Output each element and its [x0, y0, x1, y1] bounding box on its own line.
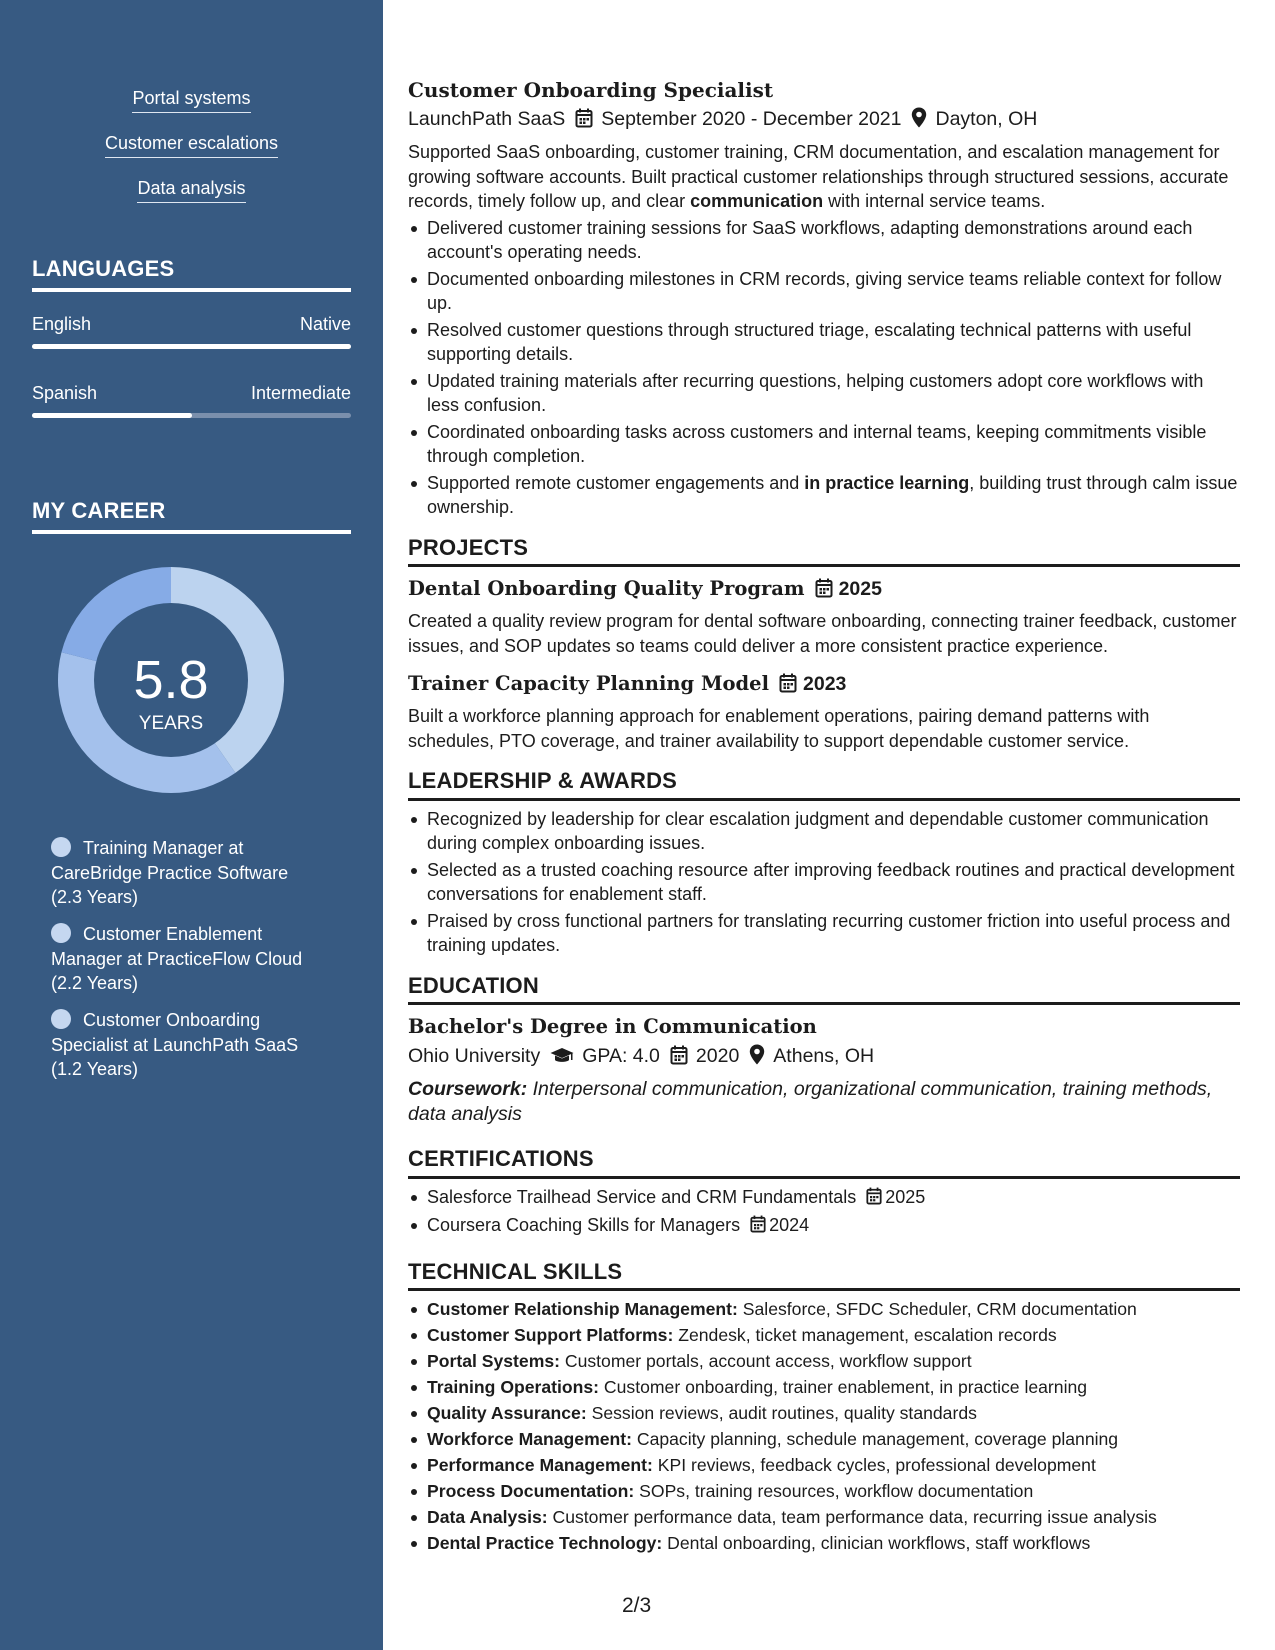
language-bar-english — [32, 344, 351, 349]
calendar-icon — [750, 1215, 766, 1240]
list-item: Documented onboarding milestones in CRM records, giving service teams reliable context for follow up. — [408, 267, 1240, 316]
calendar-icon — [866, 1187, 882, 1212]
list-item: Portal Systems: Customer portals, account access, workflow support — [408, 1349, 1240, 1373]
career-total-unit: YEARS — [138, 713, 204, 734]
language-row-english — [32, 314, 351, 335]
job-meta — [408, 104, 1240, 137]
location-pin-icon — [911, 107, 927, 137]
calendar-icon — [779, 673, 797, 701]
school-location: Athens, OH — [773, 1045, 875, 1067]
list-item: Recognized by leadership for clear escalation judgment and dependable customer communication during complex onboarding issues. — [408, 807, 1240, 856]
list-item: Customer Relationship Management: Salesforce, SFDC Scheduler, CRM documentation — [408, 1297, 1240, 1321]
calendar-icon — [575, 107, 593, 137]
list-item: Salesforce Trailhead Service and CRM Fundamentals 2025 — [408, 1185, 1240, 1212]
list-item: Coursera Coaching Skills for Managers 2024 — [408, 1213, 1240, 1240]
language-bar-fill — [32, 344, 351, 349]
language-name: English — [32, 314, 92, 334]
languages-heading: LANGUAGES — [32, 256, 351, 292]
graduation-cap-icon — [550, 1044, 574, 1074]
list-item: Training Operations: Customer onboarding, trainer enablement, in practice learning — [408, 1375, 1240, 1399]
language-name: Spanish — [32, 383, 98, 403]
gpa: GPA: 4.0 — [582, 1045, 660, 1067]
language-bar-fill — [32, 413, 192, 418]
project-description: Created a quality review program for dental software onboarding, connecting trainer feedback, customer issues, and SOP updates so teams could deliver a more consistent practice experience. — [408, 611, 1237, 656]
page-number: 2/3 — [622, 1594, 652, 1617]
language-bar-spanish — [32, 413, 351, 418]
job-dates: September 2020 - December 2021 — [601, 108, 902, 130]
list-item: Workforce Management: Capacity planning, schedule management, coverage planning — [408, 1427, 1240, 1451]
list-item: Selected as a trusted coaching resource after improving feedback routines and practical development conversations for enablement staff. — [408, 858, 1240, 907]
project-title: Trainer Capacity Planning Model 2023 — [408, 670, 1240, 701]
job-bullets — [408, 216, 1240, 520]
job-summary: Supported SaaS onboarding, customer training, CRM documentation, and escalation management for growing software accounts. Built practical customer relationships through structured sessions, accurate records, timely follow up, and clear communication with internal service teams. — [408, 142, 1229, 211]
career-total-years: 5.8 — [133, 650, 209, 710]
certifications-heading: CERTIFICATIONS — [408, 1147, 1240, 1179]
language-row-spanish — [32, 383, 351, 404]
leadership-bullets — [408, 807, 1240, 958]
language-level: Native — [299, 314, 351, 334]
career-donut-chart — [58, 567, 284, 793]
project-year: 2023 — [803, 673, 847, 695]
school-name: Ohio University — [408, 1045, 541, 1067]
list-item: Updated training materials after recurring questions, helping customers adopt core workflows with less confusion. — [408, 369, 1240, 418]
career-item: Customer Onboarding Specialist at LaunchPath SaaS (1.2 Years) — [51, 1010, 299, 1079]
main-content — [408, 76, 1240, 1555]
skill-link-data-analysis[interactable]: Data analysis — [0, 178, 383, 203]
projects-heading: PROJECTS — [408, 536, 1240, 568]
location-pin-icon — [749, 1044, 765, 1074]
leadership-heading: LEADERSHIP & AWARDS — [408, 769, 1240, 801]
calendar-icon — [815, 578, 833, 606]
list-item: Customer Support Platforms: Zendesk, ticket management, escalation records — [408, 1323, 1240, 1347]
degree-title: Bachelor's Degree in Communication — [408, 1015, 817, 1038]
project-year: 2025 — [838, 578, 882, 600]
list-item: Resolved customer questions through structured triage, escalating technical patterns with useful supporting details. — [408, 318, 1240, 367]
career-item: Customer Enablement Manager at PracticeFlow Cloud (2.2 Years) — [51, 924, 303, 993]
list-item: Praised by cross functional partners for translating recurring customer friction into useful process and training updates. — [408, 909, 1240, 958]
list-item: Dental Practice Technology: Dental onboarding, clinician workflows, staff workflows — [408, 1531, 1240, 1555]
education-heading: EDUCATION — [408, 974, 1240, 1006]
career-heading: MY CAREER — [32, 498, 351, 534]
list-item: Performance Management: KPI reviews, feedback cycles, professional development — [408, 1453, 1240, 1477]
language-level: Intermediate — [250, 383, 351, 403]
career-item: Training Manager at CareBridge Practice Software (2.3 Years) — [51, 838, 289, 907]
experience-entry — [408, 76, 1240, 520]
list-item: Process Documentation: SOPs, training resources, workflow documentation — [408, 1479, 1240, 1503]
list-item: Delivered customer training sessions for SaaS workflows, adapting demonstrations around each account's operating needs. — [408, 216, 1240, 265]
calendar-icon — [670, 1044, 688, 1074]
project-description: Built a workforce planning approach for enablement operations, pairing demand patterns with schedules, PTO coverage, and trainer availability to support dependable customer service. — [408, 706, 1150, 751]
list-item: Data Analysis: Customer performance data, team performance data, recurring issue analysis — [408, 1505, 1240, 1529]
coursework: Coursework: Interpersonal communication, organizational communication, training methods, data analysis — [408, 1078, 1213, 1125]
job-location: Dayton, OH — [935, 108, 1038, 130]
company-name: LaunchPath SaaS — [408, 108, 566, 130]
graduation-year: 2020 — [695, 1045, 740, 1067]
technical-skills-heading: TECHNICAL SKILLS — [408, 1260, 1240, 1292]
skill-link-portal-systems[interactable]: Portal systems — [0, 88, 383, 113]
career-legend-dot — [51, 923, 71, 943]
career-legend-dot — [51, 1009, 71, 1029]
sidebar — [0, 0, 383, 1650]
list-item: Quality Assurance: Session reviews, audit routines, quality standards — [408, 1401, 1240, 1425]
project-title: Dental Onboarding Quality Program 2025 — [408, 575, 1240, 606]
skill-link-customer-escalations[interactable]: Customer escalations — [0, 133, 383, 158]
list-item: Supported remote customer engagements and in practice learning, building trust through calm issue ownership. — [408, 471, 1240, 520]
career-legend-dot — [51, 837, 71, 857]
list-item: Coordinated onboarding tasks across customers and internal teams, keeping commitments visible through completion. — [408, 420, 1240, 469]
job-title: Customer Onboarding Specialist — [408, 78, 774, 102]
education-meta — [408, 1041, 1240, 1074]
technical-skills-list — [408, 1297, 1240, 1555]
certifications-list — [408, 1185, 1240, 1240]
